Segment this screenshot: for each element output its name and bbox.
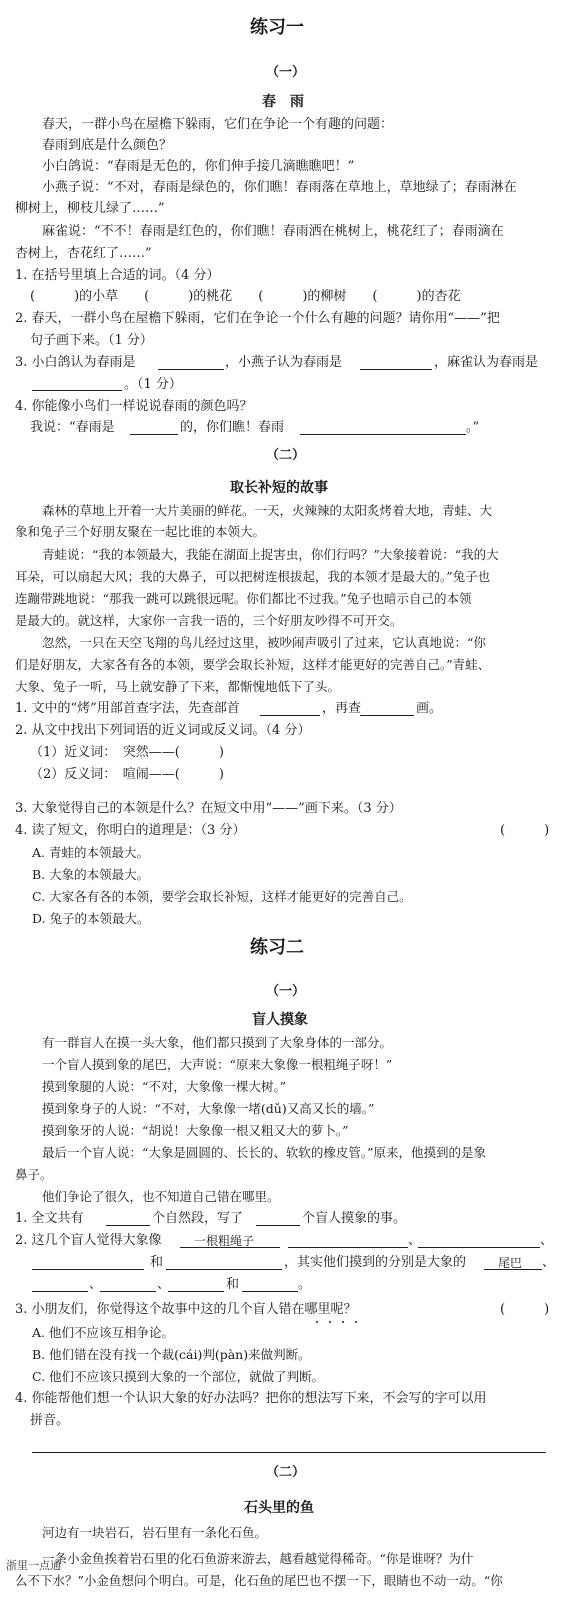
section-1-label: （一） [266, 984, 306, 999]
question-4: 4. 读了短文，你明白的道理是：（3 分） [15, 823, 246, 838]
passage-line: 象和兔子三个好朋友聚在一起比谁的本领大。 [15, 524, 266, 539]
passage-title-quchang: 取长补短的故事 [230, 480, 328, 496]
question-4: 4. 你能像小鸟们一样说说春雨的颜色吗？ [15, 399, 253, 414]
question-1: 1. 在括号里填上合适的词。（4 分） [15, 268, 220, 283]
option-a[interactable]: A. 青蛙的本领最大。 [32, 845, 149, 860]
option-c[interactable]: C. 大家各有各的本领，要学会取长补短，这样才能更好的完善自己。 [32, 889, 412, 904]
answer-blank[interactable] [32, 390, 122, 391]
answer-blank[interactable] [158, 369, 224, 370]
passage-line: 是最大的。就这样，大家你一言我一语的，三个好朋友吵得不可开交。 [15, 613, 403, 628]
section-2-label: （二） [266, 1465, 306, 1480]
exercise-1-title: 练习一 [250, 17, 304, 38]
answer-blank[interactable] [260, 715, 320, 716]
answer-blank[interactable] [130, 434, 178, 435]
answer-blank[interactable] [288, 1247, 408, 1248]
passage-line: 一条小金鱼挨着岩石里的化石鱼游来游去，越看越觉得稀奇。“你是谁呀？为什 [42, 1551, 474, 1566]
question-3: 3. 大象觉得自己的本领是什么？在短文中用“——”画下来。（3 分） [15, 801, 402, 816]
passage-line: 杏树上，杏花红了……” [15, 246, 152, 261]
question-2-part1: 2. 这几个盲人觉得大象像 [15, 1233, 162, 1248]
passage-line: 最后一个盲人说：“大象是圆圆的、长长的、软软的橡皮管。”原来，他摸到的是象 [42, 1145, 487, 1160]
passage-line: 柳树上，柳枝儿绿了……” [15, 201, 165, 216]
passage-line: 连蹦带跳地说：“那我一跳可以跳很远呢。你们都比不过我。”兔子也暗示自己的本领 [15, 591, 472, 606]
sample-answer: 一根粗绳子 [194, 1234, 255, 1248]
emphasis-dot [329, 1321, 331, 1323]
question-2: 2. 春天，一群小鸟在屋檐下躲雨，它们在争论一个什么有趣的问题？请你用“——”把 [15, 311, 500, 326]
passage-line: 他们争论了很久，也不知道自己错在哪里。 [42, 1189, 280, 1204]
passage-line: 大象、兔子一听，马上就安静了下来，都惭愧地低下了头。 [15, 679, 341, 694]
answer-blank[interactable] [256, 1225, 300, 1226]
answer-blank[interactable] [300, 434, 466, 435]
question-3-part1: 3. 小白鸽认为春雨是 [15, 355, 136, 370]
passage-line: 有一群盲人在摸一头大象，他们都只摸到了大象身体的一部分。 [42, 1035, 393, 1050]
answer-blank[interactable] [180, 1247, 280, 1248]
emphasis-dot [355, 1321, 357, 1323]
footer-watermark: 浙里一点通 [6, 1559, 61, 1572]
question-2a[interactable]: （1）近义词： 突然——( ) [30, 745, 224, 760]
question-2-cont: 句子画下来。（1 分） [30, 333, 153, 348]
passage-line: 小白鸽说：“春雨是无色的，你们伸手接几滴瞧瞧吧！” [42, 159, 355, 174]
passage-line: 鼻子。 [15, 1167, 53, 1182]
passage-title-chunyu: 春 雨 [262, 94, 304, 110]
passage-line: 河边有一块岩石，岩石里有一条化石鱼。 [42, 1525, 268, 1540]
passage-line: 青蛙说：“我的本领最大，我能在湖面上捉害虫，你们行吗？”大象接着说：“我的大 [42, 547, 499, 562]
passage-line: 森林的草地上开着一大片美丽的鲜花。一天，火辣辣的太阳炙烤着大地，青蛙、大 [42, 503, 493, 518]
answer-blank[interactable] [100, 1291, 156, 1292]
passage-title-mangren: 盲人摸象 [252, 1012, 308, 1028]
option-b[interactable]: B. 大象的本领最大。 [32, 867, 150, 882]
question-4-part1: 我说：“春雨是 [30, 420, 115, 435]
question-1-part2: ，再查 [322, 701, 362, 716]
passage-title-shitou: 石头里的鱼 [244, 1500, 314, 1516]
question-1-part3: 个盲人摸象的事。 [302, 1211, 407, 1226]
question-3-part2: ，小燕子认为春雨是 [225, 355, 343, 370]
question-4-part3: 。” [466, 420, 480, 435]
answer-blank[interactable] [106, 1225, 150, 1226]
answer-paren[interactable]: ( ) [500, 823, 550, 838]
question-4-part2: 的，你们瞧！春雨 [180, 420, 285, 435]
option-d[interactable]: D. 兔子的本领最大。 [32, 911, 150, 926]
passage-line: 摸到象牙的人说：“胡说！大象像一根又粗又大的萝卜。” [42, 1123, 349, 1138]
answer-blank[interactable] [242, 1291, 298, 1292]
question-4-cont: 拼音。 [30, 1413, 70, 1428]
option-c[interactable]: C. 他们不应该只摸到大象的一个部位，就做了判断。 [32, 1369, 325, 1384]
passage-line: 摸到象身子的人说：“不对，大象像一堵(dǔ)又高又长的墙。” [42, 1101, 375, 1116]
exercise-2-title: 练习二 [250, 937, 304, 958]
answer-blank[interactable] [418, 1247, 540, 1248]
passage-line: 春天，一群小鸟在屋檐下躲雨，它们在争论一个有趣的问题： [42, 117, 394, 132]
section-1-label: （一） [266, 65, 306, 80]
answer-paren[interactable]: ( ) [500, 1302, 550, 1317]
question-1-blanks[interactable]: ( )的小草 ( )的桃花 ( )的柳树 ( )的杏花 [30, 289, 461, 304]
answer-blank[interactable] [32, 1269, 144, 1270]
question-1-part3: 画。 [416, 701, 443, 716]
question-4: 4. 你能帮他们想一个认识大象的好办法吗？把你的想法写下来，不会写的字可以用 [15, 1391, 487, 1406]
answer-blank[interactable] [484, 1269, 542, 1270]
passage-line: 么不下水？”小金鱼想问个明白。可是，化石鱼的尾巴也不摆一下，眼睛也不动一动。“你 [15, 1573, 503, 1588]
emphasis-dot [316, 1321, 318, 1323]
passage-line: 一个盲人摸到象的尾巴，大声说：“原来大象像一根粗绳子呀！” [42, 1057, 393, 1072]
question-2b-part2: ，其实他们摸到的分别是大象的 [284, 1255, 467, 1270]
question-2b[interactable]: （2）反义词： 喧闹——( ) [30, 767, 224, 782]
question-2c-and: 和 [226, 1277, 240, 1292]
answer-writing-line[interactable] [32, 1452, 546, 1453]
passage-line: 耳朵，可以扇起大风；我的大鼻子，可以把树连根拔起，我的本领才是最大的。”兔子也 [15, 569, 491, 584]
option-a[interactable]: A. 他们不应该互相争论。 [32, 1325, 174, 1340]
question-2: 2. 从文中找出下列词语的近义词或反义词。（4 分） [15, 723, 311, 738]
passage-line: 忽然，一只在天空飞翔的鸟儿经过这里，被吵闹声吸引了过来，它认真地说：“你 [42, 635, 486, 650]
question-3-part3: ，麻雀认为春雨是 [434, 355, 539, 370]
answer-blank[interactable] [360, 369, 432, 370]
question-3: 3. 小朋友们，你觉得这个故事中这的几个盲人错在哪里呢？ [15, 1302, 357, 1317]
question-2b-and: 和 [150, 1255, 164, 1270]
question-1-part2: 个自然段，写了 [152, 1211, 244, 1226]
question-1-part1: 1. 全文共有 [15, 1211, 84, 1226]
answer-blank[interactable] [166, 1269, 282, 1270]
passage-line: 小燕子说：“不对，春雨是绿色的，你们瞧！春雨落在草地上，草地绿了；春雨淋在 [42, 180, 517, 195]
passage-line: 麻雀说：“不不！春雨是红色的，你们瞧！春雨洒在桃树上，桃花红了；春雨滴在 [42, 224, 504, 239]
question-3-end: 。（1 分） [124, 377, 182, 392]
emphasis-dot [342, 1321, 344, 1323]
worksheet-page: 练习一 （一） 春 雨 春天，一群小鸟在屋檐下躲雨，它们在争论一个有趣的问题： 春雨到底是什么颜色？ 小白鸽说：“春雨是无色的，你们伸手接几滴瞧瞧吧！” 小燕子说：“不对，春雨是绿色的，你们瞧！春雨落在草地上，草地绿了；春雨淋在 柳树上，柳枝儿绿了……” 麻雀说：“不不！春雨是红色的，你们瞧！春雨洒在桃树上，桃花红了；春雨滴在 杏树上，杏花红了……” 1. 在括号里填上合适的词。（4 分） ( )的小草 ( )的桃花 ( )的柳树 ( )的杏花 2. 春天，一群小鸟在屋檐下躲雨，它们在争论一个什么有趣的问题？请你用“——”把 句子画下来。（1 分） 3. 小白鸽认为春雨是 ，小燕子认为春雨是 ，麻雀认为春雨是 。（1 分） 4. 你能像小鸟们一样说说春雨的颜色吗？ 我说：“春雨是 的，你们瞧！春雨 。” （二） 取长补短的故事 森林的草地上开着一大片美丽的鲜花。一天，火辣辣的太阳炙烤着大地，青蛙、大 象和兔子三个好朋友聚在一起比谁的本领大。 青蛙说：“我的本领最大，我能在湖面上捉害虫，你们行吗？”大象接着说：“我的大 耳朵，可以扇起大风；我的大鼻子，可以把树连根拔起，我的本领才是最大的。”兔子也 连蹦带跳地说：“那我一跳可以跳很远呢。你们都比不过我。”兔子也暗示自己的本领 是最大的。就这样，大家你一言我一语的，三个好朋友吵得不可开交。 忽然，一只在天空飞翔的鸟儿经过这里，被吵闹声吸引了过来，它认真地说：“你 们是好朋友，大家各有各的本领，要学会取长补短，这样才能更好的完善自己。”青蛙、 大象、兔子一听，马上就安静了下来，都惭愧地低下了头。 1. 文中的“烤”用部首查字法，先查部首 ，再查 画。 2. 从文中找出下列词语的近义词或反义词。（4 分） （1）近义词： 突然——( ) （2）反义词： 喧闹——( ) 3. 大象觉得自己的本领是什么？在短文中用“——”画下来。（3 分） 4. 读了短文，你明白的道理是：（3 分） ( ) A. 青蛙的本领最大。 B. 大象的本领最大。 C. 大家各有各的本领，要学会取长补短，这样才能更好的完善自己。 D. 兔子的本领最大。 练习二 （一） 盲人摸象 有一群盲人在摸一头大象，他们都只摸到了大象身体的一部分。 一个盲人摸到象的尾巴，大声说：“原来大象像一根粗绳子呀！” 摸到象腿的人说：“不对，大象像一棵大树。” 摸到象身子的人说：“不对，大象像一堵(dǔ)又高又长的墙。” 摸到象牙的人说：“胡说！大象像一根又粗又大的萝卜。” 最后一个盲人说：“大象是圆圆的、长长的、软软的橡皮管。”原来，他摸到的是象 鼻子。 他们争论了很久，也不知道自己错在哪里。 1. 全文共有 个自然段，写了 个盲人摸象的事。 2. 这几个盲人觉得大象像 一根粗绳子 、 、 和 ，其实他们摸到的分别是大象的 尾巴 、 、 、 和 。 3. 小朋友们，你觉得这个故事中这的几个盲人错在哪里呢？ ( ) A. 他们不应该互相争论。 B. 他们错在没有找一个裁(cái)判(pàn)来做判断。 C. 他们不应该只摸到大象的一个部位，就做了判断。 4. 你能帮他们想一个认识大象的好办法吗？把你的想法写下来，不会写的字可以用 拼音。 （二） 石头里的鱼 河边有一块岩石，岩石里有一条化石鱼。 一条小金鱼挨着岩石里的化石鱼游来游去，越看越觉得稀奇。“你是谁呀？为什 么不下水？”小金鱼想问个明白。可是，化石鱼的尾巴也不摆一下，眼睛也不动一动。“你 浙里一点通 [0, 0, 574, 1608]
passage-line: 们是好朋友，大家各有各的本领，要学会取长补短，这样才能更好的完善自己。”青蛙、 [15, 657, 491, 672]
option-b[interactable]: B. 他们错在没有找一个裁(cái)判(pàn)来做判断。 [32, 1347, 311, 1362]
sample-answer: 尾巴 [498, 1256, 523, 1270]
answer-blank[interactable] [32, 1291, 88, 1292]
section-2-label: （二） [266, 448, 306, 463]
question-1-part1: 1. 文中的“烤”用部首查字法，先查部首 [15, 701, 240, 716]
answer-blank[interactable] [360, 715, 414, 716]
answer-blank[interactable] [168, 1291, 224, 1292]
passage-line: 春雨到底是什么颜色？ [42, 138, 173, 153]
passage-line: 摸到象腿的人说：“不对，大象像一棵大树。” [42, 1079, 287, 1094]
